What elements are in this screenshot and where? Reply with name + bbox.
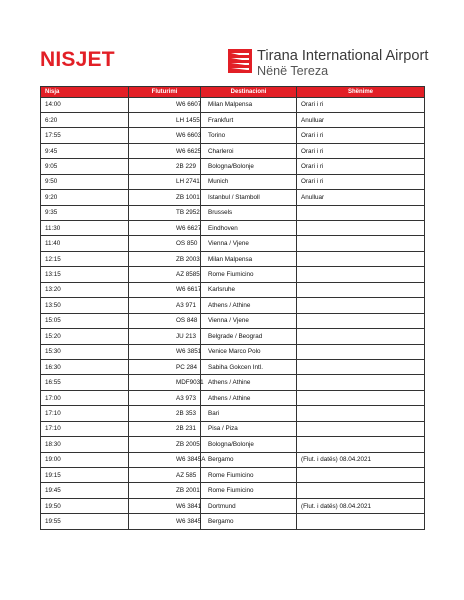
table-row [41,251,425,266]
flight-number-cell: W6 6625 [129,143,201,158]
table-row [41,190,425,205]
table-row [41,421,425,436]
flight-number-cell: MDF9031 [129,375,201,390]
notes-cell [297,329,425,344]
table-row [41,468,425,483]
destination-cell: Milan Malpensa [201,251,297,266]
destination-cell: Istanbul / Stamboll [201,190,297,205]
departure-time-cell: 19:55 [41,514,129,529]
destination-cell: Vienna / Vjene [201,313,297,328]
departure-time-cell: 17:10 [41,421,129,436]
notes-cell: Anulluar [297,112,425,127]
flight-number-cell: ZB 2003 [129,251,201,266]
departure-time-cell: 13:20 [41,282,129,297]
table-row [41,97,425,112]
departure-time-cell: 14:00 [41,97,129,112]
notes-cell [297,406,425,421]
table-row [41,437,425,452]
flight-number-cell: LH 2741 [129,174,201,189]
column-header-departure: Nisja [41,87,129,98]
flight-number-cell: 2B 231 [129,421,201,436]
notes-cell [297,267,425,282]
notes-cell [297,359,425,374]
destination-cell: Pisa / Piza [201,421,297,436]
notes-cell: Orari i ri [297,159,425,174]
table-row [41,452,425,467]
table-row [41,298,425,313]
flight-number-cell: ZB 1001 [129,190,201,205]
notes-cell: Orari i ri [297,143,425,158]
table-row [41,174,425,189]
departure-time-cell: 15:30 [41,344,129,359]
flight-number-cell: TB 2952 [129,205,201,220]
notes-cell [297,390,425,405]
table-row [41,329,425,344]
departure-time-cell: 9:20 [41,190,129,205]
table-row [41,128,425,143]
destination-cell: Bologna/Bolonje [201,159,297,174]
table-row [41,313,425,328]
table-row [41,375,425,390]
destination-cell: Milan Malpensa [201,97,297,112]
departure-time-cell: 15:20 [41,329,129,344]
table-row [41,406,425,421]
notes-cell [297,313,425,328]
notes-cell: Orari i ri [297,97,425,112]
flight-number-cell: W6 3841 [129,498,201,513]
flight-number-cell: A3 971 [129,298,201,313]
flight-number-cell: 2B 229 [129,159,201,174]
departure-time-cell: 9:05 [41,159,129,174]
notes-cell [297,282,425,297]
notes-cell [297,221,425,236]
destination-cell: Brussels [201,205,297,220]
destination-cell: Athens / Athine [201,390,297,405]
table-header-row [41,87,425,98]
destination-cell: Vienna / Vjene [201,236,297,251]
flight-number-cell: W6 3845 [129,514,201,529]
flight-number-cell: OS 850 [129,236,201,251]
notes-cell [297,421,425,436]
flight-number-cell: W6 6607 [129,97,201,112]
flight-number-cell: AZ 8585 [129,267,201,282]
flight-number-cell: OS 848 [129,313,201,328]
flight-number-cell: PC 284 [129,359,201,374]
table-row [41,112,425,127]
departure-time-cell: 17:00 [41,390,129,405]
table-row [41,143,425,158]
notes-cell: (Flut. i datës) 08.04.2021 [297,452,425,467]
flight-number-cell: LH 1455 [129,112,201,127]
table-row [41,282,425,297]
notes-cell [297,375,425,390]
notes-cell [297,468,425,483]
departure-time-cell: 9:35 [41,205,129,220]
flight-number-cell: W6 3845A [129,452,201,467]
destination-cell: Charleroi [201,143,297,158]
notes-cell: Orari i ri [297,128,425,143]
destination-cell: Karlsruhe [201,282,297,297]
departure-time-cell: 16:55 [41,375,129,390]
destination-cell: Sabiha Gokcen Intl. [201,359,297,374]
departure-time-cell: 15:05 [41,313,129,328]
destination-cell: Belgrade / Beograd [201,329,297,344]
destination-cell: Bergamo [201,452,297,467]
departure-time-cell: 16:30 [41,359,129,374]
airport-subname: Nënë Tereza [257,64,329,78]
flight-number-cell: W6 6617 [129,282,201,297]
column-header-notes: Shënime [297,87,425,98]
notes-cell [297,344,425,359]
notes-cell [297,483,425,498]
notes-cell: (Flut. i datës) 08.04.2021 [297,498,425,513]
notes-cell: Orari i ri [297,174,425,189]
departure-time-cell: 6:20 [41,112,129,127]
flight-number-cell: W6 6627 [129,221,201,236]
page-title: NISJET [40,48,115,71]
destination-cell: Eindhoven [201,221,297,236]
notes-cell [297,437,425,452]
departure-time-cell: 13:15 [41,267,129,282]
destination-cell: Bergamo [201,514,297,529]
departure-time-cell: 19:45 [41,483,129,498]
flight-number-cell: W6 6603 [129,128,201,143]
destination-cell: Dortmund [201,498,297,513]
table-row [41,221,425,236]
departure-time-cell: 19:50 [41,498,129,513]
flight-number-cell: W6 3851 [129,344,201,359]
airport-logo-icon [228,49,252,73]
destination-cell: Munich [201,174,297,189]
table-row [41,390,425,405]
departure-time-cell: 12:15 [41,251,129,266]
destination-cell: Rome Fiumicino [201,468,297,483]
destination-cell: Venice Marco Polo [201,344,297,359]
destination-cell: Athens / Athine [201,298,297,313]
table-row [41,159,425,174]
destination-cell: Rome Fiumicino [201,483,297,498]
flight-number-cell: ZB 2001 [129,483,201,498]
flight-number-cell: JU 213 [129,329,201,344]
destination-cell: Bari [201,406,297,421]
column-header-destination: Destinacioni [201,87,297,98]
column-header-flight: Fluturimi [129,87,201,98]
table-row [41,236,425,251]
departure-time-cell: 19:00 [41,452,129,467]
table-row [41,514,425,529]
destination-cell: Frankfurt [201,112,297,127]
flight-number-cell: AZ 585 [129,468,201,483]
airport-logo [228,48,428,78]
notes-cell [297,205,425,220]
departure-time-cell: 13:50 [41,298,129,313]
departure-time-cell: 19:15 [41,468,129,483]
notes-cell: Anulluar [297,190,425,205]
notes-cell [297,514,425,529]
departure-time-cell: 11:30 [41,221,129,236]
table-row [41,205,425,220]
table-row [41,483,425,498]
flight-number-cell: 2B 353 [129,406,201,421]
destination-cell: Torino [201,128,297,143]
table-row [41,359,425,374]
destination-cell: Athens / Athine [201,375,297,390]
destination-cell: Rome Fiumicino [201,267,297,282]
departure-time-cell: 9:45 [41,143,129,158]
notes-cell [297,236,425,251]
flight-number-cell: ZB 2005 [129,437,201,452]
table-row [41,344,425,359]
airport-name: Tirana International Airport [257,48,429,64]
notes-cell [297,251,425,266]
departure-time-cell: 17:10 [41,406,129,421]
departure-time-cell: 11:40 [41,236,129,251]
departure-time-cell: 18:30 [41,437,129,452]
departure-time-cell: 9:50 [41,174,129,189]
table-row [41,498,425,513]
table-row [41,267,425,282]
notes-cell [297,298,425,313]
flight-number-cell: A3 973 [129,390,201,405]
destination-cell: Bologna/Bolonje [201,437,297,452]
departures-table [40,86,425,530]
departure-time-cell: 17:55 [41,128,129,143]
